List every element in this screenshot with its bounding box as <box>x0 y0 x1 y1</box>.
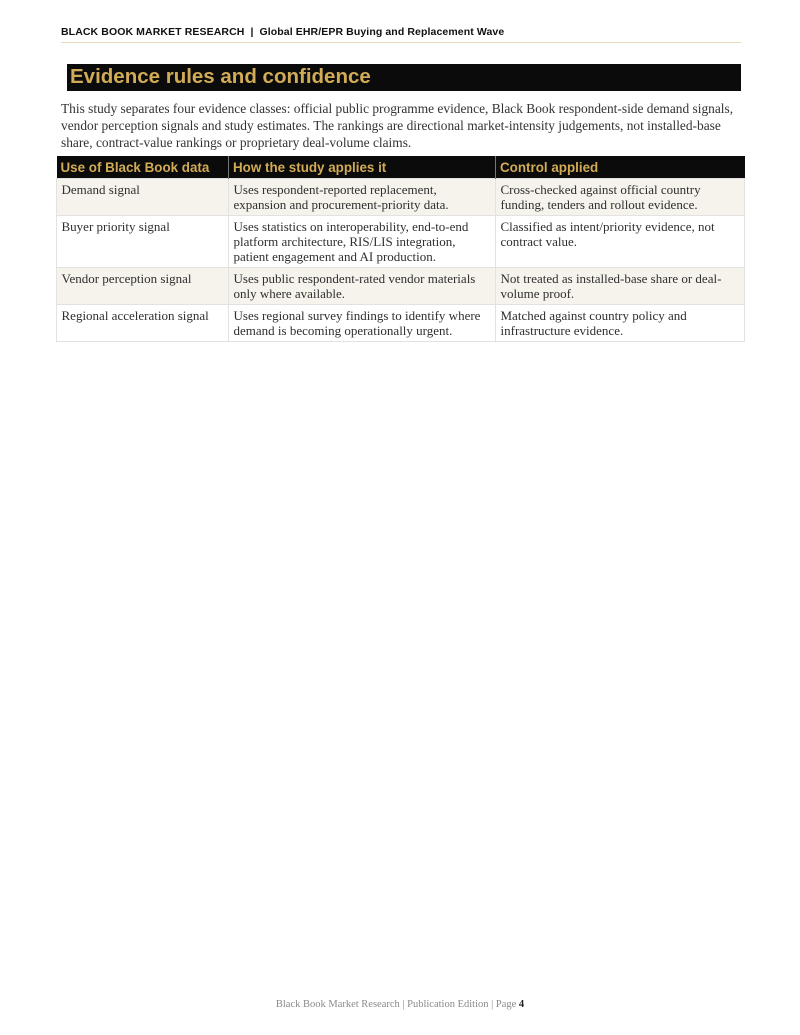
running-header <box>61 26 741 38</box>
cell-application: Uses regional survey findings to identify where demand is becoming operationally urgent. <box>229 305 496 342</box>
section-title-banner <box>67 64 741 91</box>
report-title: Global EHR/EPR Buying and Replacement Wave <box>259 26 505 38</box>
table-row <box>57 268 745 305</box>
table-row <box>57 305 745 342</box>
cell-use: Vendor perception signal <box>57 268 229 305</box>
header-divider <box>61 42 741 43</box>
cell-use: Demand signal <box>57 179 229 216</box>
table-row <box>57 179 745 216</box>
table-row <box>57 216 745 268</box>
evidence-table <box>56 156 745 342</box>
intro-paragraph: This study separates four evidence classes: official public programme evidence, Black Book respondent-side demand signals, vendor perception signals and study estimates. The rankings are directional market-intensity judgements, not installed-base share, contract-value rankings or proprietary deal-volume claims. <box>61 101 734 150</box>
column-header-application: How the study applies it <box>229 156 496 179</box>
header-separator: | <box>250 26 254 38</box>
page-number: 4 <box>518 999 525 1010</box>
cell-application: Uses statistics on interoperability, end-to-end platform architecture, RIS/LIS integration, patient engagement and AI production. <box>229 216 496 268</box>
cell-control: Not treated as installed-base share or deal-volume proof. <box>496 268 745 305</box>
publisher-name: BLACK BOOK MARKET RESEARCH <box>61 26 245 38</box>
page-footer <box>0 999 800 1010</box>
cell-control: Classified as intent/priority evidence, not contract value. <box>496 216 745 268</box>
cell-control: Cross-checked against official country funding, tenders and rollout evidence. <box>496 179 745 216</box>
table-header-row <box>57 156 745 179</box>
cell-control: Matched against country policy and infrastructure evidence. <box>496 305 745 342</box>
cell-use: Regional acceleration signal <box>57 305 229 342</box>
footer-text: Black Book Market Research | Publication Edition | Page <box>275 999 517 1010</box>
section-title: Evidence rules and confidence <box>70 65 371 88</box>
cell-application: Uses respondent-reported replacement, expansion and procurement-priority data. <box>229 179 496 216</box>
column-header-control: Control applied <box>496 156 745 179</box>
column-header-use: Use of Black Book data <box>57 156 229 179</box>
cell-application: Uses public respondent-rated vendor materials only where available. <box>229 268 496 305</box>
cell-use: Buyer priority signal <box>57 216 229 268</box>
